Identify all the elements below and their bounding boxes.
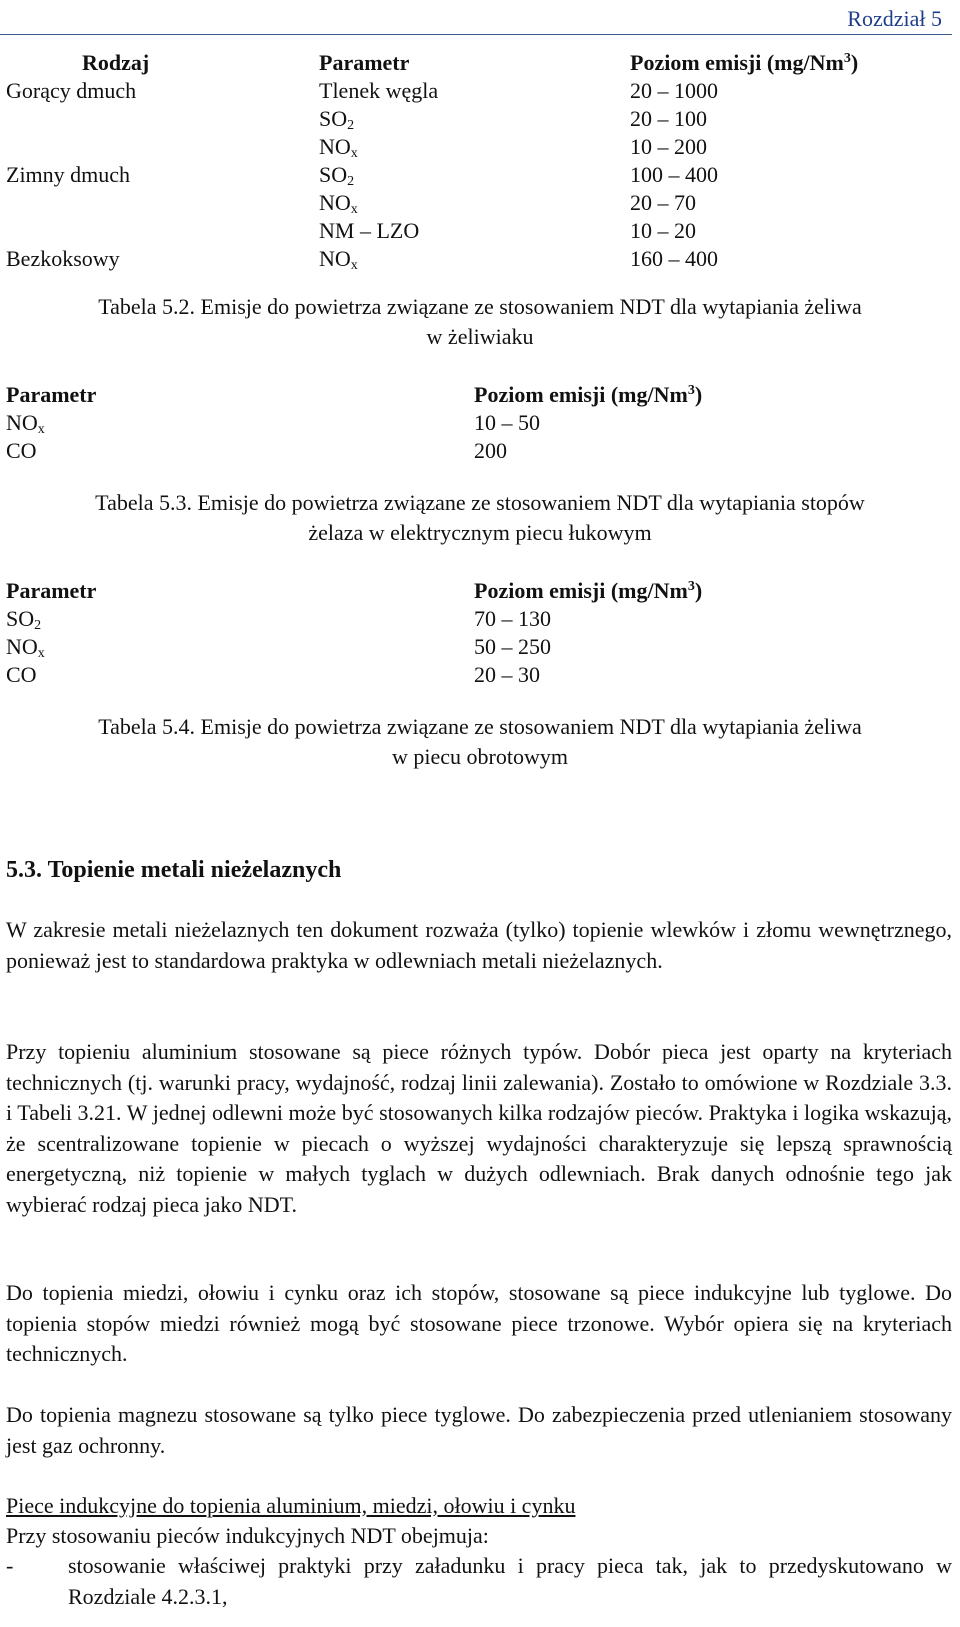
- column-header-emission-level: Poziom emisji (mg/Nm$^3$): [474, 578, 703, 603]
- bullet-item: [6, 1551, 952, 1612]
- cell-type: Zimny dmuch: [6, 162, 131, 187]
- table-caption-5-2: [10, 292, 950, 352]
- caption-line: w piecu obrotowym: [392, 744, 568, 769]
- cell-value: 160 – 400: [630, 246, 718, 271]
- cell-parameter: $NO_x$: [319, 134, 358, 161]
- caption-line: Tabela 5.2. Emisje do powietrza związane ze stosowaniem NDT dla wytapiania żeliwa: [98, 294, 862, 319]
- cell-value: 20 – 100: [630, 106, 707, 131]
- cell-type: Bezkoksowy: [6, 246, 120, 271]
- table-caption-5-4: [10, 712, 950, 772]
- caption-line: żelaza w elektrycznym piecu łukowym: [308, 520, 652, 545]
- cell-parameter: Tlenek węgla: [319, 78, 439, 103]
- paragraph: W zakresie metali nieżelaznych ten dokument rozważa (tylko) topienie wlewków i złomu wewnętrznego, ponieważ jest to standardowa praktyka w odlewniach metali nieżelaznych.: [6, 917, 952, 973]
- caption-line: Tabela 5.3. Emisje do powietrza związane ze stosowaniem NDT dla wytapiania stopów: [95, 490, 865, 515]
- bullet-marker: -: [6, 1553, 14, 1578]
- cell-value: 10 – 200: [630, 134, 707, 159]
- cell-parameter: $NO_x$: [6, 634, 45, 661]
- caption-line: w żeliwiaku: [426, 324, 534, 349]
- cell-value: 20 – 70: [630, 190, 696, 215]
- column-header-parameter: Parametr: [319, 50, 410, 75]
- cell-value: 10 – 20: [630, 218, 696, 243]
- cell-parameter: CO: [6, 662, 37, 687]
- cell-parameter: NM – LZO: [319, 218, 420, 243]
- cell-value: 10 – 50: [474, 410, 540, 435]
- cell-parameter: $NO_x$: [319, 246, 358, 273]
- paragraph: Przy topieniu aluminium stosowane są piece różnych typów. Dobór pieca jest oparty na kryteriach technicznych (tj. warunki pracy, wydajność, rodzaj linii zalewania). Zostało to omówione w Rozdziale 3.3. i Tabeli 3.21. W jednej odlewni może być stosowanych kilka rodzajów pieców. Praktyka i logika wskazują, że scentralizowane topienie w piecach o wyższej wydajności charakteryzuje się lepszą sprawnością energetyczną, niż topienie w małych tyglach w dużych odlewniach. Brak danych odnośnie tego jak wybierać rodzaj pieca jako NDT.: [6, 1039, 952, 1217]
- cell-parameter: CO: [6, 438, 37, 463]
- cell-value: 100 – 400: [630, 162, 718, 187]
- bullet-text: stosowanie właściwej praktyki przy załadunku i pracy pieca tak, jak to przedyskutowano w Rozdziale 4.2.3.1,: [68, 1553, 952, 1609]
- column-header-emission-level: Poziom emisji (mg/Nm$^3$): [630, 50, 859, 75]
- subsection-title: Piece indukcyjne do topienia aluminium, miedzi, ołowiu i cynku: [6, 1493, 576, 1518]
- cell-type: Gorący dmuch: [6, 78, 137, 103]
- cell-parameter: $NO_x$: [319, 190, 358, 217]
- cell-value: 200: [474, 438, 507, 463]
- cell-value: 20 – 1000: [630, 78, 718, 103]
- subsection-intro: Przy stosowaniu pieców indukcyjnych NDT obejmuja:: [6, 1523, 489, 1548]
- cell-parameter: $SO_2$: [319, 162, 355, 189]
- caption-line: Tabela 5.4. Emisje do powietrza związane ze stosowaniem NDT dla wytapiania żeliwa: [98, 714, 862, 739]
- cell-parameter: $SO_2$: [319, 106, 355, 133]
- column-header-type: Rodzaj: [82, 50, 150, 75]
- page-header: [0, 0, 952, 35]
- section-heading: 5.3. Topienie metali nieżelaznych: [6, 857, 342, 883]
- cell-value: 50 – 250: [474, 634, 551, 659]
- cell-parameter: $NO_x$: [6, 410, 45, 437]
- column-header-parameter: Parametr: [6, 382, 97, 407]
- paragraph: Do topienia miedzi, ołowiu i cynku oraz ich stopów, stosowane są piece indukcyjne lub tyglowe. Do topienia stopów miedzi również mogą być stosowane piece trzonowe. Wybór opiera się na kryteriach technicznych.: [6, 1280, 952, 1366]
- column-header-emission-level: Poziom emisji (mg/Nm$^3$): [474, 382, 703, 407]
- cell-value: 70 – 130: [474, 606, 551, 631]
- paragraph: Do topienia magnezu stosowane są tylko piece tyglowe. Do zabezpieczenia przed utlenianiem stosowany jest gaz ochronny.: [6, 1402, 952, 1458]
- chapter-label: Rozdział 5: [847, 6, 942, 31]
- column-header-parameter: Parametr: [6, 578, 97, 603]
- table-caption-5-3: [10, 488, 950, 548]
- cell-parameter: $SO_2$: [6, 606, 42, 633]
- cell-value: 20 – 30: [474, 662, 540, 687]
